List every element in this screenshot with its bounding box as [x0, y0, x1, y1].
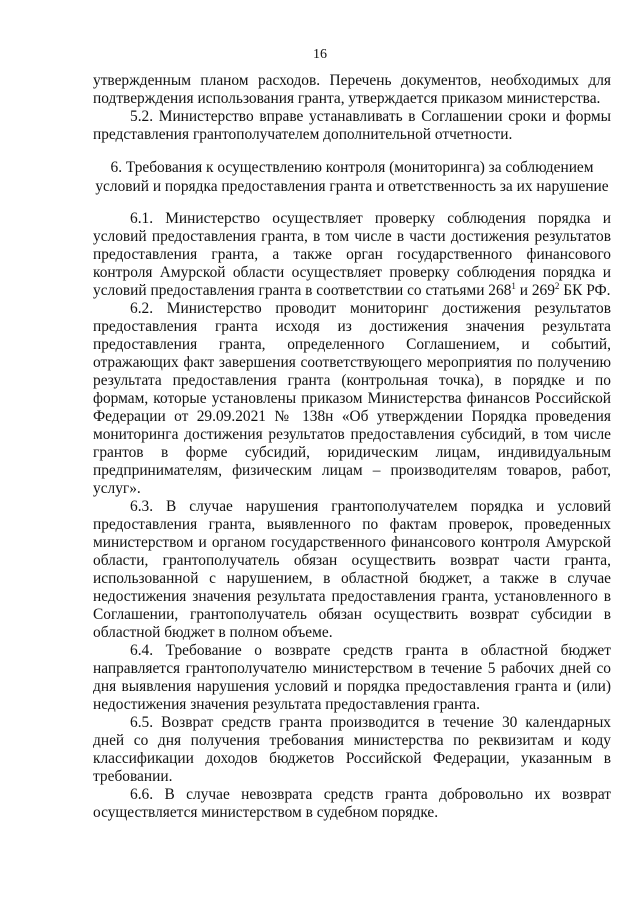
paragraph-6-1-text: 6.1. Министерство осуществляет проверку соблюдения порядка и условий предоставления гранта, в том числе в части достижения результатов предоставления гранта, а также орган государственного финансового контроля Амурской области осуществляет проверку соблюдения порядка и условий предоставления гранта в соответствии со статьями 268: [93, 210, 611, 299]
paragraph-6-5: 6.5. Возврат средств гранта производится в течение 30 календарных дней со дня получения требования министерства по реквизитам и коду классификации доходов бюджетов Российской Федерации, указанным в требовании.: [93, 714, 611, 785]
superscript-269: 2: [554, 281, 560, 291]
page-number: 16: [313, 47, 327, 62]
paragraph-intro-1: утвержденным планом расходов. Перечень документов, необходимых для подтверждения использования гранта, утверждается приказом министерства.: [93, 72, 611, 107]
paragraph-6-1-mid: и 269: [515, 282, 555, 299]
section-heading: 6. Требования к осуществлению контроля (мониторинга) за соблюдением условий и порядка предоставления гранта и ответственность за их нарушение: [95, 159, 609, 195]
paragraph-5-2: 5.2. Министерство вправе устанавливать в Соглашении сроки и формы представления грантополучателем дополнительной отчетности.: [93, 108, 611, 143]
superscript-268: 1: [511, 281, 516, 291]
paragraph-6-6: 6.6. В случае невозврата средств гранта добровольно их возврат осуществляется министерством в судебном порядке.: [93, 786, 611, 821]
section-body: [93, 210, 611, 822]
paragraph-6-2: 6.2. Министерство проводит мониторинг достижения результатов предоставления гранта исходя из достижения значения результата предоставления гранта, определенного Соглашением, и событий, отражающих факт завершения соответствующего мероприятия по получению результата предоставления гранта (контрольная точка), в порядке и по формам, которые установлены приказом Министерства финансов Российской Федерации от 29.09.2021 № 138н «Об утверждении Порядка проведения мониторинга достижения результатов предоставления субсидий, в том числе грантов в форме субсидий, юридическим лицам, индивидуальным предпринимателям, физическим лицам – производителям товаров, работ, услуг».: [93, 300, 611, 497]
intro-block: [93, 72, 611, 144]
paragraph-6-1: [93, 210, 611, 300]
paragraph-6-1-end: БК РФ.: [559, 282, 611, 299]
paragraph-6-4: 6.4. Требование о возврате средств гранта в областной бюджет направляется грантополучателю министерством в течение 5 рабочих дней со дня выявления нарушения условий и порядка предоставления гранта и (или) недостижения значения результата предоставления гранта.: [93, 642, 611, 713]
paragraph-6-3: 6.3. В случае нарушения грантополучателем порядка и условий предоставления гранта, выявленного по фактам проверок, проведенных министерством и органом государственного финансового контроля Амурской области, грантополучатель обязан осуществить возврат части гранта, использованной с нарушением, в областной бюджет, а также в случае недостижения значения результата предоставления гранта, установленного в Соглашении, грантополучатель обязан осуществить возврат субсидии в областной бюджет в полном объеме.: [93, 498, 611, 641]
